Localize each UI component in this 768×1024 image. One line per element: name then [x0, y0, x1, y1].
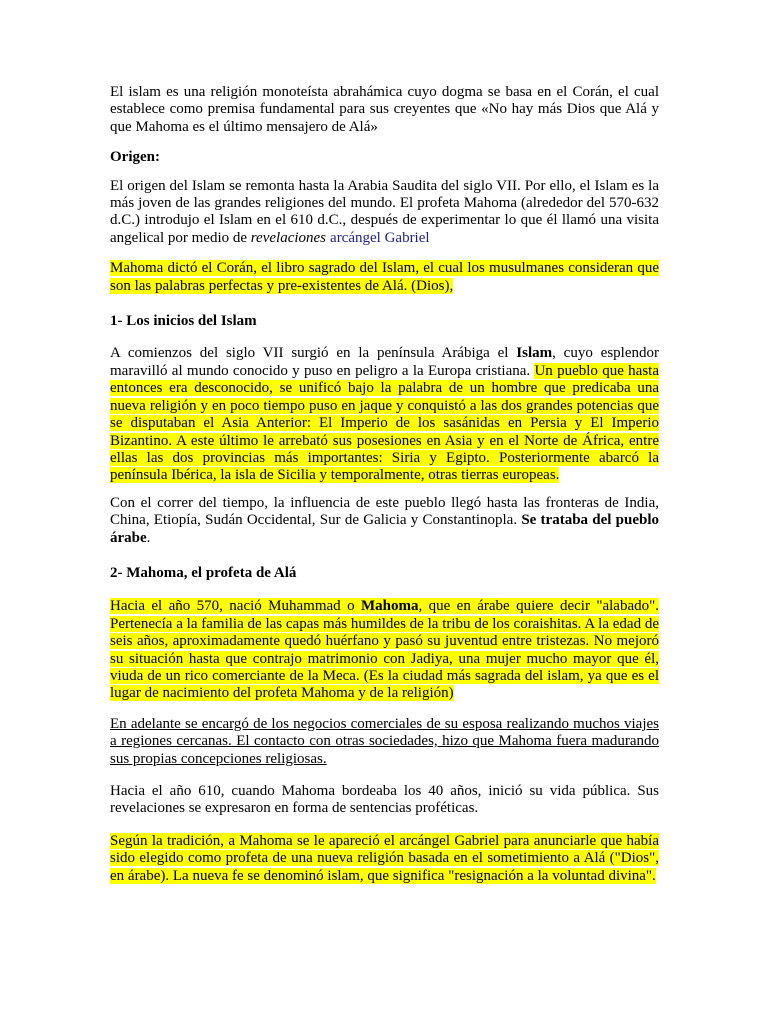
mahoma-public-life-text: Hacia el año 610, cuando Mahoma bordeaba los 40 años, inició su vida pública. Sus revelaciones se expresaron en forma de sentencias proféticas. [110, 783, 659, 817]
mahoma-commerce-paragraph [110, 716, 659, 768]
origen-heading: Origen: [110, 149, 160, 166]
islam-bold: Islam [516, 345, 553, 362]
inicios-paragraph [110, 345, 659, 484]
gabriel-apparition-highlight: Según la tradición, a Mahoma se le apareció el arcángel Gabriel para anunciarle que había sido elegido como profeta de una nueva religión basada en el sometimiento a Alá ("Dios", en árabe). La nueva fe se denominó islam, que significa "resignación a la voluntad divina". [110, 832, 659, 884]
origen-paragraph [110, 178, 659, 248]
pueblo-arabe-bold: Se trataba del pueblo árabe [110, 512, 660, 546]
revelaciones-italic: revelaciones [250, 229, 327, 246]
mahoma-heading: 2- Mahoma, el profeta de Alá [110, 564, 297, 581]
mahoma-bold: Mahoma [360, 598, 419, 615]
pueblo-text-before: Con el correr del tiempo, la influencia de este pueblo llegó hasta las fronteras de India, China, Etiopía, Sudán Occidental, Sur de Galicia y Constantinopla. [110, 494, 659, 529]
gabriel-apparition-paragraph [110, 833, 659, 885]
mahoma-birth-text-after: , que en árabe quiere decir "alabado". Pertenecía a la familia de las capas más humildes de la tribu de los coraishitas. A la edad de seis años, aproximadamente quedó huérfano y pasó su juventud entre tristezas. No mejoró su situación hasta que contrajo matrimonio con Jadiya, una mujer mucho mayor que él, viuda de un rico comerciante de la Meca. (Es la ciudad más sagrada del islam, ya que es el lugar de nacimiento del profeta Mahoma y de la religión) [110, 598, 659, 702]
inicios-highlight-text: Un pueblo que hasta entonces era desconocido, se unificó bajo la palabra de un hombre que predicaba una nueva religión y en poco tiempo puso en jaque y conquistó a las dos grandes potencias que se disputaban el Asia Anterior: El Imperio de los sasánidas en Persia y El Imperio Bizantino. A este último le arrebató sus posesiones en Asia y en el Norte de África, entre ellas las dos provincias más importantes: Siria y Egipto. Posteriormente abarcó la península Ibérica, la isla de Sicilia y temporalmente, otras tierras europeas. [110, 362, 660, 484]
coran-highlight-paragraph [110, 260, 659, 295]
pueblo-text-after: . [146, 529, 151, 546]
mahoma-commerce-underlined: En adelante se encargó de los negocios comerciales de su esposa realizando muchos viajes a regiones cercanas. El contacto con otras sociedades, hizo que Mahoma fuera madurando sus propias concepciones religiosas. [110, 715, 659, 767]
inicios-text-after: , cuyo esplendor maravilló al mundo conocido y puso en peligro a la Europa cristiana. [110, 345, 659, 379]
intro-paragraph [110, 84, 659, 136]
intro-text: El islam es una religión monoteísta abrahámica cuyo dogma se basa en el Corán, el cual establece como premisa fundamental para sus creyentes que «No hay más Dios que Alá y que Mahoma es el último mensajero de Alá» [110, 84, 659, 135]
origen-text: El origen del Islam se remonta hasta la Arabia Saudita del siglo VII. Por ello, el Islam es la más joven de las grandes religiones del mundo. El profeta Mahoma (alrededor del 570-632 d.C.) introdujo el Islam en el 610 d.C., después de experimentar lo que él llamó una visita angelical por medio de [110, 177, 659, 246]
arcangel-gabriel-link[interactable]: arcángel Gabriel [330, 229, 430, 246]
mahoma-public-life-paragraph [110, 783, 659, 818]
inicios-heading: 1- Los inicios del Islam [110, 313, 257, 330]
mahoma-birth-paragraph [110, 598, 659, 702]
mahoma-birth-text-before: Hacia el año 570, nació Muhammad o [110, 598, 361, 615]
inicios-text-before: A comienzos del siglo VII surgió en la península Arábiga el [110, 345, 517, 362]
pueblo-arabe-paragraph [110, 495, 659, 547]
coran-highlight-text: Mahoma dictó el Corán, el libro sagrado del Islam, el cual los musulmanes consideran que son las palabras perfectas y pre-existentes de Alá. (Dios), [110, 260, 659, 294]
